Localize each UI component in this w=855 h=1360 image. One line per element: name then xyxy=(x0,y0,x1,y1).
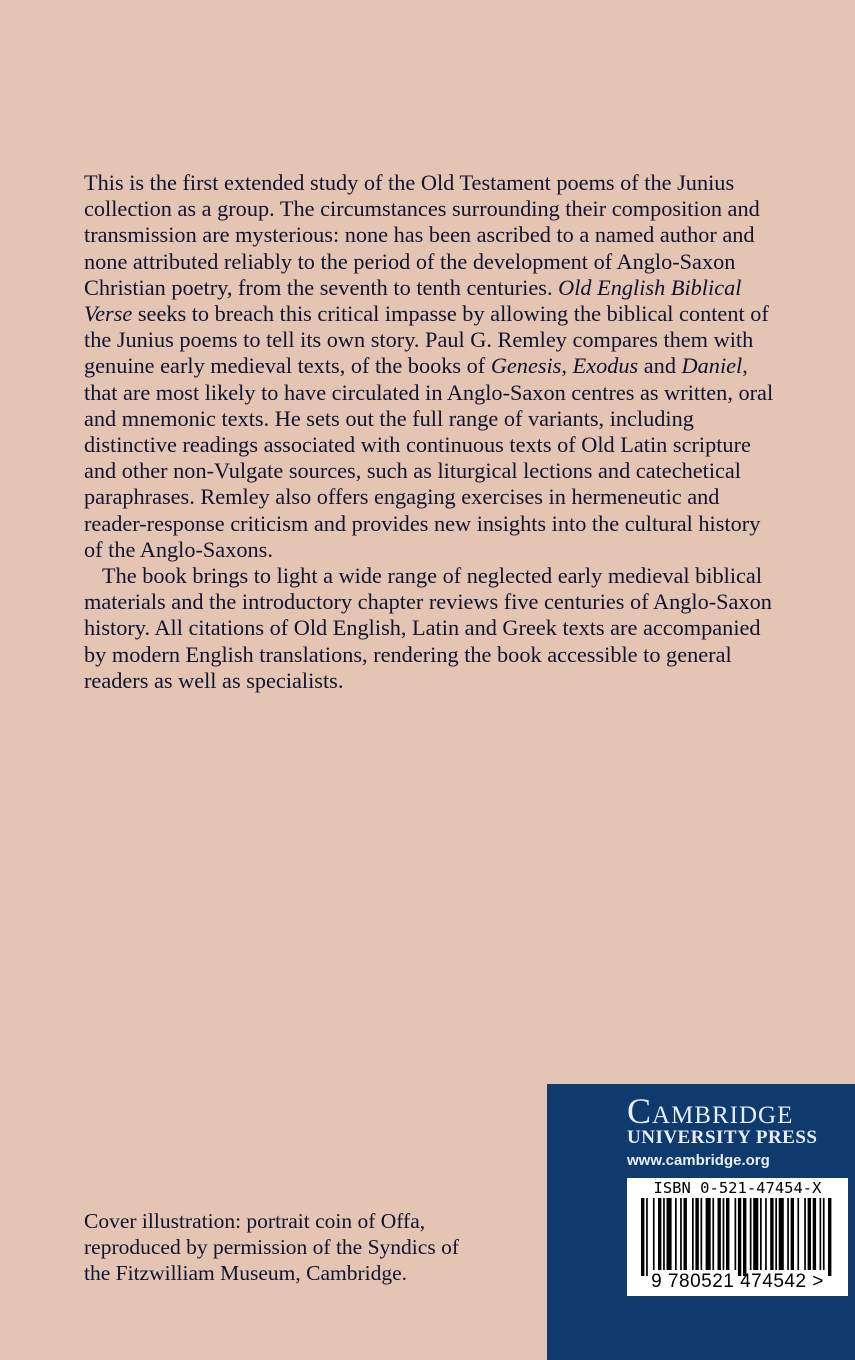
barcode-bar xyxy=(684,1198,687,1270)
credit-line: reproduced by permission of the Syndics of xyxy=(84,1235,459,1259)
barcode-bar xyxy=(743,1198,746,1276)
barcode-bar xyxy=(701,1198,703,1270)
publisher-name: Cambridge xyxy=(627,1091,794,1131)
barcode-bar xyxy=(658,1198,661,1270)
back-cover-blurb xyxy=(84,170,784,694)
barcode-bar xyxy=(750,1198,752,1270)
barcode-bar xyxy=(735,1198,737,1270)
barcode-bar xyxy=(663,1198,665,1270)
barcode-bar xyxy=(797,1198,799,1270)
book-name-daniel: Daniel xyxy=(681,353,743,379)
barcode-bar xyxy=(765,1198,767,1270)
isbn-label: ISBN 0-521-47454-X xyxy=(653,1179,822,1197)
barcode-bar xyxy=(779,1198,784,1270)
credit-line: the Fitzwilliam Museum, Cambridge. xyxy=(84,1261,408,1285)
barcode-bar xyxy=(712,1198,714,1270)
credit-line: Cover illustration: portrait coin of Offa, xyxy=(84,1209,426,1233)
barcode-bar xyxy=(760,1198,762,1270)
book-title: Old English Biblical Verse xyxy=(84,274,742,327)
publisher-panel xyxy=(547,1084,855,1360)
publisher-url[interactable]: www.cambridge.org xyxy=(627,1152,770,1169)
barcode-bar xyxy=(828,1198,831,1276)
blurb-text: seeks to breach this critical impasse by allowing the biblical content of the Junius poems to tell its own story. Paul G. Remley compares them with genuine early medieval texts, of the books of xyxy=(84,301,769,379)
barcode-bar xyxy=(692,1198,694,1270)
barcode-bar xyxy=(723,1198,725,1270)
blurb-text: This is the first extended study of the Old Testament poems of the Junius collection as a group. The circumstances surrounding their composition and transmission are mysterious: none has been ascribed to a named author and none attributed reliably to the period of the development of Anglo-Saxon Christian poetry, from the seventh to tenth centuries. xyxy=(84,170,760,300)
barcode-bar xyxy=(646,1198,648,1276)
barcode-digits: 9 780521 474542 > xyxy=(651,1271,824,1292)
book-name-exodus: Exodus xyxy=(572,353,639,379)
barcode-bar xyxy=(738,1198,741,1276)
publisher-subtitle: UNIVERSITY PRESS xyxy=(627,1127,818,1148)
barcode-bar xyxy=(726,1198,729,1270)
barcode-bar xyxy=(823,1198,825,1270)
isbn-barcode xyxy=(627,1178,848,1296)
barcode-bar xyxy=(775,1198,777,1270)
barcode-bar xyxy=(718,1198,721,1270)
barcode-bar xyxy=(675,1198,677,1270)
blurb-separator: , xyxy=(561,353,573,379)
barcode-bar xyxy=(791,1198,794,1270)
barcode-bar xyxy=(706,1198,711,1270)
barcode-bar xyxy=(641,1198,644,1276)
barcode-bar xyxy=(770,1198,773,1270)
barcode-bar xyxy=(695,1198,698,1270)
barcode-bar xyxy=(680,1198,682,1270)
barcode-bar xyxy=(653,1198,655,1270)
blurb-paragraph-2: The book brings to light a wide range of neglected early medieval biblical materials and the introductory chapter reviews five centuries of Anglo-Saxon history. All citations of Old English, Latin and Greek texts are accompanied by modern English translations, rendering the book accessible to general readers as well as specialists. xyxy=(84,563,772,693)
barcode-bar xyxy=(787,1198,789,1270)
barcode-bar xyxy=(808,1198,811,1270)
cover-illustration-credit xyxy=(84,1208,524,1286)
blurb-separator: and xyxy=(638,353,682,379)
barcode-bar xyxy=(753,1198,758,1270)
blurb-text: , that are most likely to have circulated in Anglo-Saxon centres as written, oral and mnemonic texts. He sets out the full range of variants, including distinctive readings associated with continuous texts of Old Latin scripture and other non-Vulgate sources, such as liturgical lections and catechetical paraphrases. Remley also offers engaging exercises in hermeneutic and reader-response criticism and provides new insights into the cultural history of the Anglo-Saxons. xyxy=(84,353,774,562)
blurb-paragraph-1 xyxy=(84,170,784,563)
barcode-bar xyxy=(804,1198,806,1270)
barcode-bar xyxy=(667,1198,672,1270)
barcode-bar xyxy=(813,1198,816,1270)
book-name-genesis: Genesis xyxy=(490,353,562,379)
barcode-bar xyxy=(820,1198,822,1270)
